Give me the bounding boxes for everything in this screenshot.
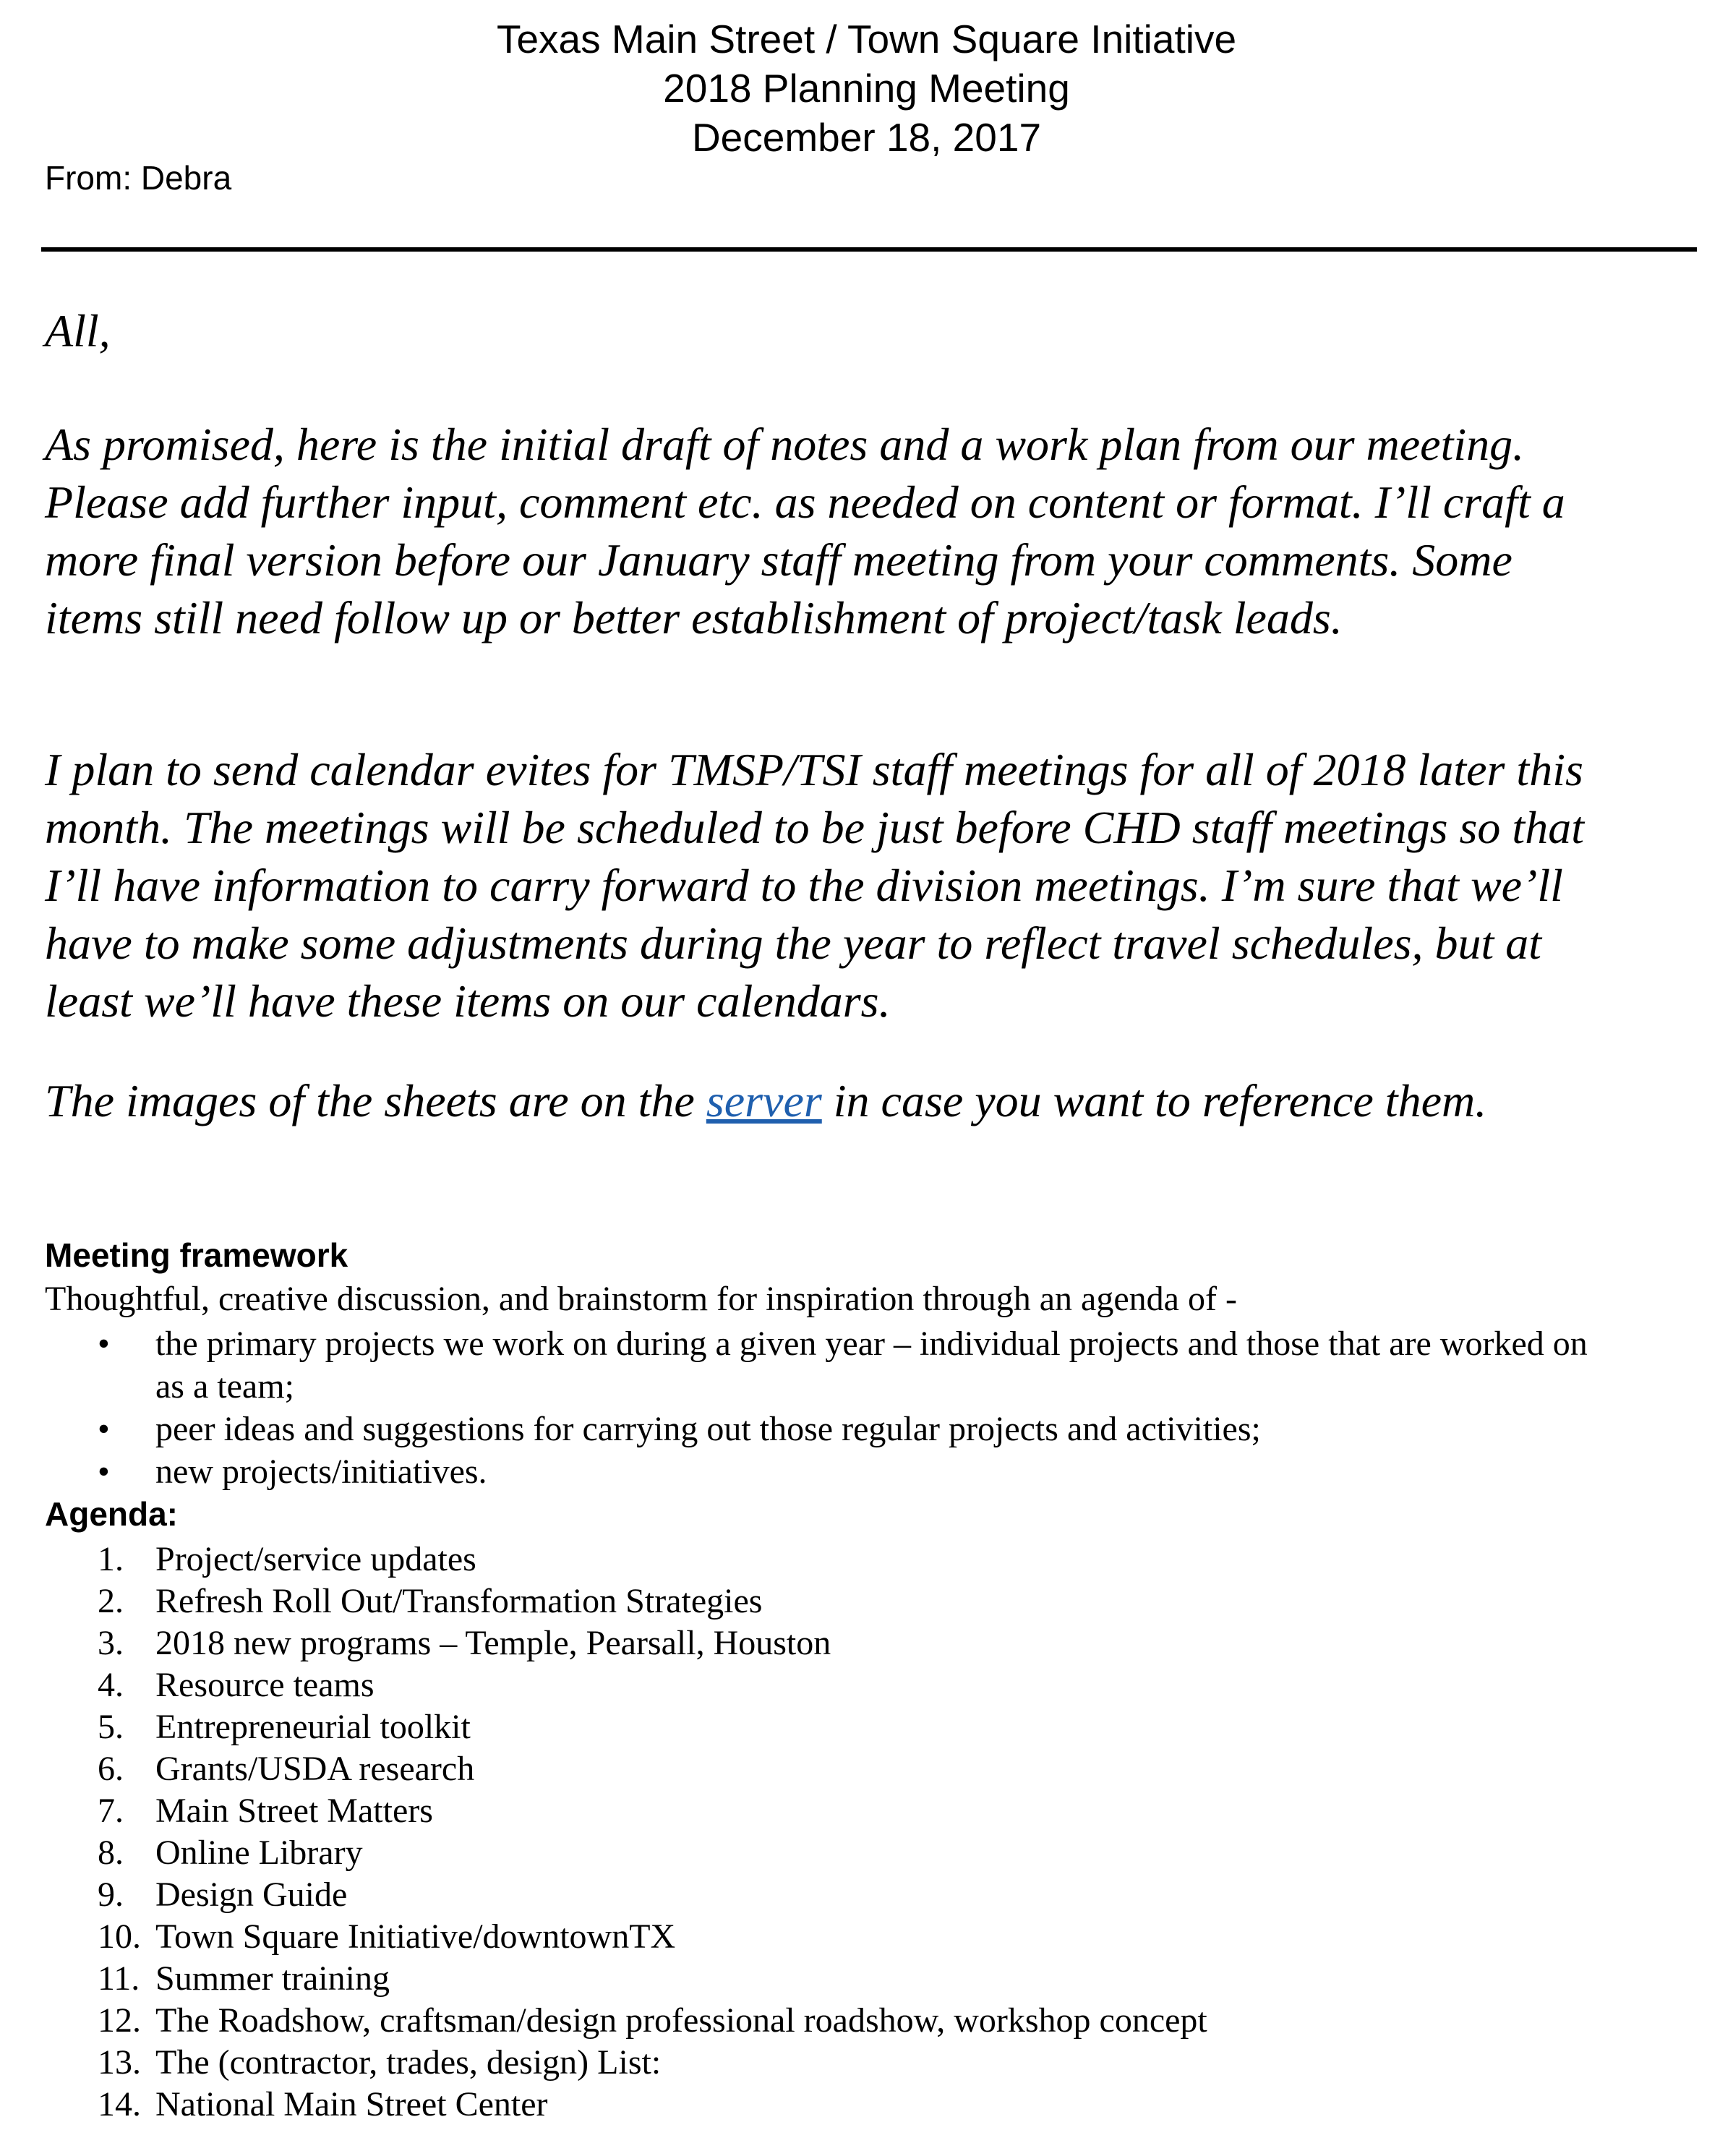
agenda-item-number: 11.: [98, 1959, 140, 1998]
paragraph-line: month. The meetings will be scheduled to be just before CHD staff meetings so that: [45, 802, 1584, 853]
agenda-item: [98, 1580, 1207, 1622]
paragraph-line: I’ll have information to carry forward to the division meetings. I’m sure that we’ll: [45, 860, 1563, 911]
paragraph-text-before-link: The images of the sheets are on the: [45, 1075, 706, 1126]
bullet-text: peer ideas and suggestions for carrying out those regular projects and activities;: [155, 1410, 1261, 1448]
agenda-item-text: Main Street Matters: [155, 1792, 433, 1830]
document-subtitle: 2018 Planning Meeting: [663, 66, 1070, 111]
document-title: Texas Main Street / Town Square Initiative: [496, 17, 1237, 61]
agenda-item-number: 5.: [98, 1708, 124, 1746]
paragraph-line: items still need follow up or better establishment of project/task leads.: [45, 592, 1343, 643]
agenda-item: [98, 1832, 1207, 1874]
agenda-item-number: 4.: [98, 1666, 124, 1704]
bullet-icon: •: [98, 1410, 110, 1448]
bullet-text: new projects/initiatives.: [155, 1453, 487, 1491]
agenda-item-text: Summer training: [155, 1959, 390, 1998]
agenda-item-number: 14.: [98, 2085, 141, 2123]
paragraph-line: I plan to send calendar evites for TMSP/TSI staff meetings for all of 2018 later this: [45, 744, 1583, 795]
paragraph-line: least we’ll have these items on our calendars.: [45, 975, 891, 1027]
agenda-item-text: Online Library: [155, 1834, 363, 1872]
agenda-item-text: Resource teams: [155, 1666, 375, 1704]
agenda-item-text: Project/service updates: [155, 1540, 476, 1578]
agenda-item: [98, 1706, 1207, 1748]
agenda-item-number: 7.: [98, 1792, 124, 1830]
agenda-item-text: Entrepreneurial toolkit: [155, 1708, 471, 1746]
agenda-item-number: 13.: [98, 2043, 141, 2082]
agenda-item: [98, 1664, 1207, 1706]
agenda-item-text: 2018 new programs – Temple, Pearsall, Houston: [155, 1624, 831, 1662]
paragraph-line: As promised, here is the initial draft of notes and a work plan from our meeting.: [45, 419, 1525, 470]
framework-heading: Meeting framework: [45, 1236, 348, 1274]
server-link[interactable]: server: [706, 1075, 822, 1126]
paragraph-line: more final version before our January staff meeting from your comments. Some: [45, 534, 1512, 586]
agenda-item: [98, 2042, 1207, 2084]
agenda-item-text: Refresh Roll Out/Transformation Strategies: [155, 1582, 763, 1620]
agenda-item: [98, 2000, 1207, 2042]
letter-paragraph-1: [45, 416, 1565, 647]
letter-greeting: All,: [45, 305, 111, 356]
agenda-item: [98, 1958, 1207, 2000]
agenda-item: [98, 1539, 1207, 1580]
bullet-text: the primary projects we work on during a given year – individual projects and those that are worked on: [155, 1325, 1588, 1363]
document-header: [0, 14, 1733, 162]
agenda-item: [98, 2084, 1207, 2126]
agenda-item: [98, 1874, 1207, 1916]
agenda-item-text: Grants/USDA research: [155, 1750, 475, 1788]
agenda-heading: Agenda:: [45, 1495, 178, 1533]
letter-paragraph-3: [45, 1072, 1486, 1130]
agenda-item-number: 9.: [98, 1875, 124, 1914]
agenda-item-number: 2.: [98, 1582, 124, 1620]
agenda-list: [98, 1539, 1207, 2126]
agenda-item-text: Design Guide: [155, 1875, 348, 1914]
agenda-item-number: 12.: [98, 2001, 141, 2040]
agenda-item-text: Town Square Initiative/downtownTX: [155, 1917, 676, 1956]
bullet-icon: •: [98, 1325, 110, 1363]
header-divider: [41, 247, 1697, 252]
agenda-item: [98, 1748, 1207, 1790]
list-item: [98, 1322, 1688, 1408]
agenda-item-number: 8.: [98, 1834, 124, 1872]
document-date: December 18, 2017: [691, 115, 1042, 160]
agenda-item: [98, 1916, 1207, 1958]
from-line: From: Debra: [45, 159, 232, 197]
agenda-item-number: 1.: [98, 1540, 124, 1578]
bullet-text: as a team;: [155, 1367, 294, 1406]
agenda-item-number: 10.: [98, 1917, 141, 1956]
agenda-item-text: The Roadshow, craftsman/design professional roadshow, workshop concept: [155, 2001, 1207, 2040]
paragraph-line: have to make some adjustments during the year to reflect travel schedules, but at: [45, 917, 1542, 969]
agenda-item: [98, 1622, 1207, 1664]
list-item: [98, 1408, 1688, 1450]
agenda-item-text: The (contractor, trades, design) List:: [155, 2043, 662, 2082]
agenda-item-number: 6.: [98, 1750, 124, 1788]
list-item: [98, 1450, 1688, 1493]
letter-paragraph-2: [45, 741, 1584, 1030]
agenda-item-number: 3.: [98, 1624, 124, 1662]
framework-bullet-list: [98, 1322, 1688, 1493]
paragraph-text-after-link: in case you want to reference them.: [821, 1075, 1487, 1126]
paragraph-line: Please add further input, comment etc. as needed on content or format. I’ll craft a: [45, 476, 1565, 528]
agenda-item-text: National Main Street Center: [155, 2085, 548, 2123]
framework-intro: Thoughtful, creative discussion, and brainstorm for inspiration through an agenda of -: [45, 1280, 1237, 1318]
agenda-item: [98, 1790, 1207, 1832]
bullet-icon: •: [98, 1453, 110, 1491]
